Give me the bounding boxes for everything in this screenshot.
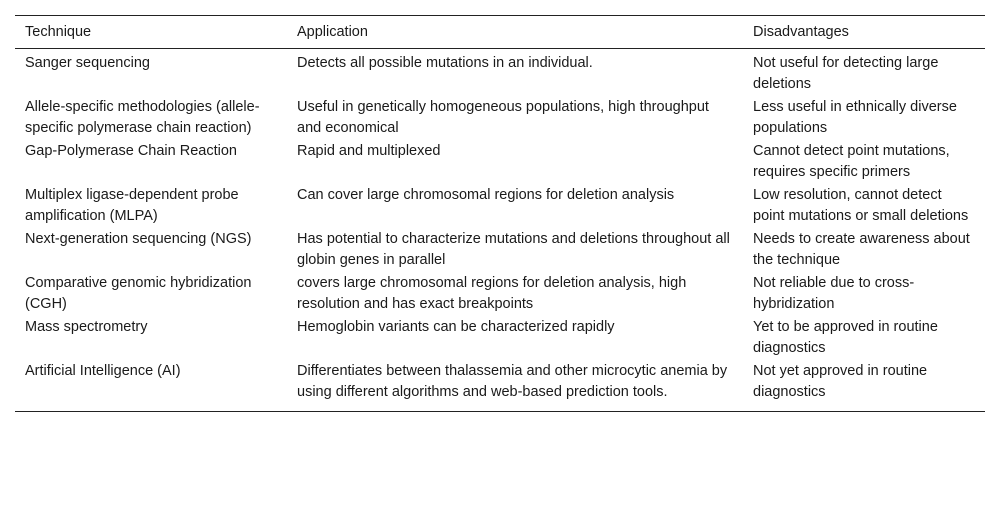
table-row [15, 316, 985, 360]
cell-technique: Gap-Polymerase Chain Reaction [25, 143, 237, 159]
table-row [15, 184, 985, 228]
table-row [15, 140, 985, 184]
cell-application: Useful in genetically homogeneous populations, high throughput and economical [297, 99, 709, 136]
cell-technique: Comparative genomic hybridization (CGH) [25, 275, 252, 312]
cell-disadvantages: Not useful for detecting large deletions [753, 55, 939, 92]
cell-application: Rapid and multiplexed [297, 143, 441, 159]
cell-technique: Allele-specific methodologies (allele-specific polymerase chain reaction) [25, 99, 260, 136]
cell-disadvantages: Cannot detect point mutations, requires specific primers [753, 143, 950, 180]
cell-application: Detects all possible mutations in an individual. [297, 55, 593, 71]
cell-disadvantages: Yet to be approved in routine diagnostics [753, 319, 938, 356]
cell-application: Can cover large chromosomal regions for deletion analysis [297, 187, 675, 203]
cell-disadvantages: Not yet approved in routine diagnostics [753, 363, 928, 400]
header-disadvantages: Disadvantages [753, 24, 849, 40]
cell-application: Differentiates between thalassemia and other microcytic anemia by using different algorithms and web-based prediction tools. [297, 363, 728, 400]
cell-technique: Sanger sequencing [25, 55, 150, 71]
cell-technique: Mass spectrometry [25, 319, 148, 335]
table-row [15, 272, 985, 316]
table-row [15, 228, 985, 272]
header-technique: Technique [25, 24, 92, 40]
table-header [15, 16, 985, 49]
cell-application: Hemoglobin variants can be characterized rapidly [297, 319, 615, 335]
cell-disadvantages: Needs to create awareness about the technique [753, 231, 970, 268]
table-row [15, 49, 985, 97]
table-body [15, 49, 985, 412]
cell-technique: Artificial Intelligence (AI) [25, 363, 181, 379]
table-row [15, 96, 985, 140]
header-row [15, 16, 985, 49]
comparison-table-container [15, 15, 985, 412]
cell-disadvantages: Low resolution, cannot detect point mutations or small deletions [753, 187, 969, 224]
table-row [15, 360, 985, 412]
cell-application: Has potential to characterize mutations and deletions throughout all globin genes in parallel [297, 231, 730, 268]
cell-technique: Next-generation sequencing (NGS) [25, 231, 252, 247]
techniques-comparison-table [15, 15, 985, 412]
cell-disadvantages: Less useful in ethnically diverse populations [753, 99, 957, 136]
cell-technique: Multiplex ligase-dependent probe amplification (MLPA) [25, 187, 239, 224]
header-application: Application [297, 24, 368, 40]
cell-disadvantages: Not reliable due to cross-hybridization [753, 275, 915, 312]
cell-application: covers large chromosomal regions for deletion analysis, high resolution and has exact breakpoints [297, 275, 687, 312]
